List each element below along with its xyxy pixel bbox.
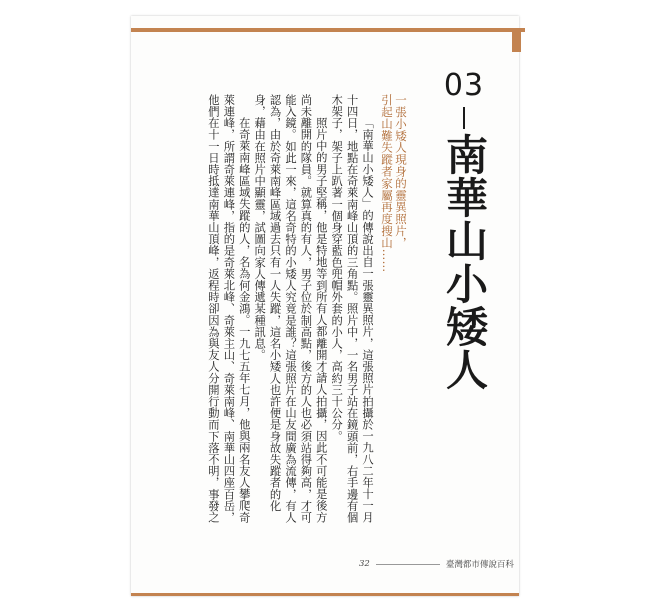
body-paragraph: 照片中的男子堅稱，他是特地等到所有人都離開才請人拍攝，因此不可能是後方尚未離開的隊員。就算真的有人，男子位於制高點，後方的人也必須站得夠高，才可能入鏡。如此一來，這名奇特的小矮人究竟是誰？這張照片在山友間廣為流傳，有人認為，由於奇萊南峰區域過去只有一人失蹤，這名小矮人也許便是身故失蹤者的化身，藉由在照片中顯靈，試圖向家人傳遞某種訊息。 — [253, 94, 328, 524]
chapter-number: 03 — [443, 68, 485, 103]
bottom-rule — [131, 593, 519, 596]
book-title: 臺灣都市傳說百科 — [445, 560, 514, 570]
footer-rule — [376, 564, 440, 565]
page-footer — [359, 558, 514, 570]
body-paragraph: 在奇萊南峰區域失蹤的人，名為何金鴻。一九七五年七月，他與兩名友人攀爬奇萊連峰，所謂奇萊連峰，指的是奇萊北峰、奇萊主山、奇萊南峰、南華山四座百岳，他們在十一日時抵達南華山頂峰，返程時卻因為與友人分開行動而下落不明，事發之 — [206, 94, 251, 524]
chapter-subtitle — [380, 94, 408, 273]
body-paragraph: 「南華山小矮人」的傳說出自一張靈異照片，這張照片拍攝於一九八二年十一月十四日，地點在奇萊南峰山頂的三角點。照片中，一名男子站在鏡頭前，右手邊有個木架子，架子上趴著一個身穿藍色兜帽外套的小人，高約三十公分。 — [330, 94, 374, 524]
top-rule — [131, 28, 525, 32]
page-number: 32 — [359, 559, 370, 569]
chapter-title: 南華山小矮人 — [440, 133, 489, 391]
body-text — [143, 94, 375, 526]
chapter-heading — [429, 68, 499, 391]
subtitle-line: 一張小矮人現身的靈異照片， — [394, 94, 408, 249]
book-page — [131, 16, 519, 596]
corner-tab — [512, 32, 521, 52]
subtitle-line: 引起山難失蹤者家屬再度搜山…… — [380, 94, 394, 273]
chapter-divider — [463, 107, 465, 129]
